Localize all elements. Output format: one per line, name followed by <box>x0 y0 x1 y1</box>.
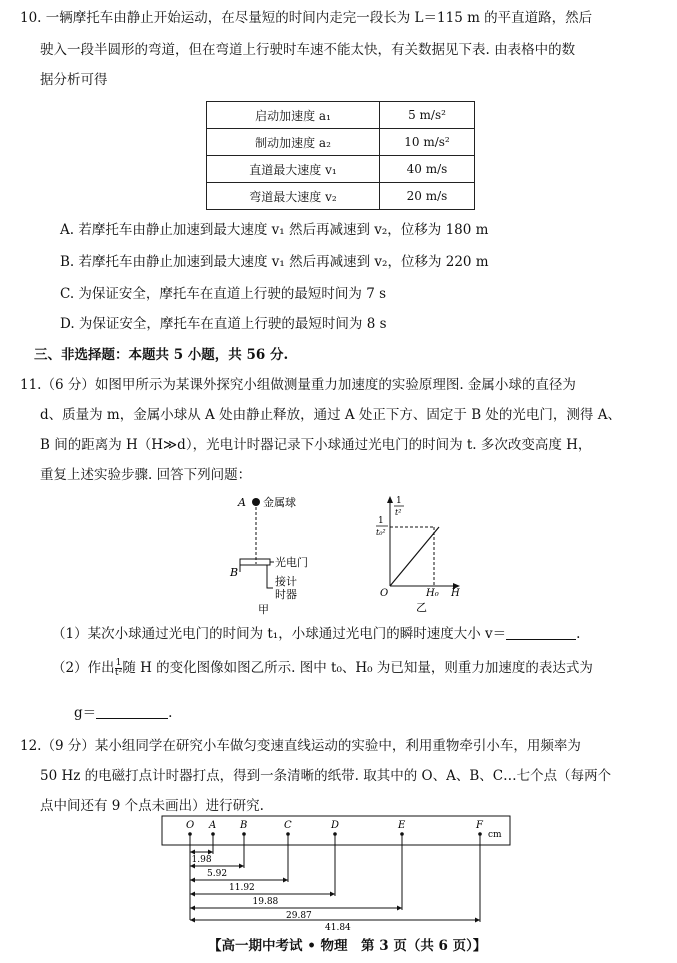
q11-line-2: d、质量为 m，金属小球从 A 处由静止释放，通过 A 处正下方、固定于 B 处的光电门，测得 A、 <box>40 407 621 423</box>
table-cell-value: 40 m/s <box>380 156 475 183</box>
tape-figure <box>158 812 518 933</box>
q10-option-c: C. 为保证安全，摩托车在直道上行驶的最短时间为 7 s <box>60 286 387 302</box>
origin-label: O <box>380 588 389 599</box>
y-axis-num: 1 <box>396 496 402 506</box>
q10-line-3: 据分析可得 <box>40 72 108 88</box>
fraction-den: t² <box>114 668 123 678</box>
table-row <box>207 183 475 210</box>
distance-label: 41.84 <box>325 923 351 933</box>
page-footer: 【高一期中考试 • 物理 第 3 页（共 6 页）】 <box>208 938 487 954</box>
g-label: g＝ <box>74 705 97 721</box>
q11-line-1: 11.（6 分）如图甲所示为某课外探究小组做测量重力加速度的实验原理图. 金属小球的直径为 <box>20 377 576 393</box>
distance-label: 29.87 <box>286 911 312 921</box>
tape-point-label: O <box>186 820 195 831</box>
q10-option-b: B. 若摩托车由静止加速到最大速度 v₁ 然后再减速到 v₂，位移为 220 m <box>60 254 489 270</box>
q12-line-3: 点中间还有 9 个点未画出）进行研究. <box>40 798 264 814</box>
table-cell-label: 弯道最大速度 v₂ <box>207 183 380 210</box>
label-gate: 光电门 <box>275 556 308 569</box>
answer-blank-2[interactable] <box>96 704 168 719</box>
label-ball: 金属球 <box>263 496 296 509</box>
tape-unit: cm <box>488 830 502 840</box>
q11-sub-2-pre: （2）作出 <box>52 660 115 676</box>
section-heading: 三、非选择题：本题共 5 小题，共 56 分. <box>34 347 289 363</box>
distance-label: 1.98 <box>191 855 212 865</box>
q11-sub-1 <box>52 622 663 646</box>
q10-option-a: A. 若摩托车由静止加速到最大速度 v₁ 然后再减速到 v₂，位移为 180 m <box>60 222 489 238</box>
caption-yi: 乙 <box>416 601 427 614</box>
tape-point-label: F <box>476 820 483 831</box>
q11-sub-1-text: （1）某次小球通过光电门的时间为 t₁，小球通过光电门的瞬时速度大小 v＝ <box>52 626 507 642</box>
label-timer-2: 时器 <box>275 588 297 601</box>
q11-sub-2-end: . <box>168 705 173 721</box>
tape-point-label: A <box>209 820 217 831</box>
table-cell-label: 启动加速度 a₁ <box>207 102 380 129</box>
y-tick-den: t₀² <box>376 528 386 537</box>
q10-line-1: 10. 一辆摩托车由静止开始运动，在尽量短的时间内走完一段长为 L＝115 m 的平直道路，然后 <box>20 10 593 26</box>
graph-line <box>390 527 439 586</box>
y-axis-den: t² <box>395 508 402 517</box>
tape-point-label: B <box>240 820 248 831</box>
q10-option-d: D. 为保证安全，摩托车在直道上行驶的最短时间为 8 s <box>60 316 387 332</box>
q11-sub-2-post: 随 H 的变化图像如图乙所示. 图中 t₀、H₀ 为已知量，则重力加速度的表达式为 <box>122 660 593 676</box>
x-axis-label: H <box>451 588 460 599</box>
label-a: A <box>238 496 246 509</box>
label-b: B <box>230 566 239 579</box>
tape-point-label: E <box>398 820 406 831</box>
table-row <box>207 102 475 129</box>
q12-line-1: 12.（9 分）某小组同学在研究小车做匀变速直线运动的实验中，利用重物牵引小车，用频率为 <box>20 738 581 754</box>
photogate-icon <box>240 559 270 565</box>
table-cell-value: 5 m/s² <box>380 102 475 129</box>
tape-point-label: D <box>331 820 340 831</box>
distance-label: 11.92 <box>229 883 255 893</box>
fraction-num: 1 <box>115 658 122 668</box>
x-tick-label: H₀ <box>426 588 439 599</box>
caption-jia: 甲 <box>258 603 269 616</box>
distance-label: 19.88 <box>252 897 279 907</box>
table-cell-label: 直道最大速度 v₁ <box>207 156 380 183</box>
q10-line-2: 驶入一段半圆形的弯道，但在弯道上行驶时车速不能太快，有关数据见下表. 由表格中的数 <box>40 42 576 58</box>
distance-label: 5.92 <box>207 869 228 879</box>
table-cell-value: 20 m/s <box>380 183 475 210</box>
q12-line-2: 50 Hz 的电磁打点计时器打点，得到一条清晰的纸带. 取其中的 O、A、B、C…七个点（每两个 <box>40 768 612 784</box>
table-cell-value: 10 m/s² <box>380 129 475 156</box>
q11-sub-2 <box>52 656 663 680</box>
q11-sub-1-end: . <box>576 626 581 642</box>
q10-data-table <box>206 101 475 210</box>
tape-point-label: C <box>284 820 292 831</box>
table-row <box>207 156 475 183</box>
q11-sub-2-answer <box>74 701 663 725</box>
figure-jia <box>230 492 320 617</box>
q11-line-3: B 间的距离为 H（H≫d），光电计时器记录下小球通过光电门的时间为 t. 多次改变高度 H， <box>40 437 592 453</box>
table-row <box>207 129 475 156</box>
answer-blank-1[interactable] <box>506 625 576 640</box>
label-timer-1: 接计 <box>275 575 297 588</box>
q11-line-4: 重复上述实验步骤. 回答下列问题： <box>40 467 252 483</box>
y-tick-num: 1 <box>378 516 384 526</box>
metal-ball-icon <box>252 498 260 506</box>
table-cell-label: 制动加速度 a₂ <box>207 129 380 156</box>
figure-yi <box>368 490 466 614</box>
